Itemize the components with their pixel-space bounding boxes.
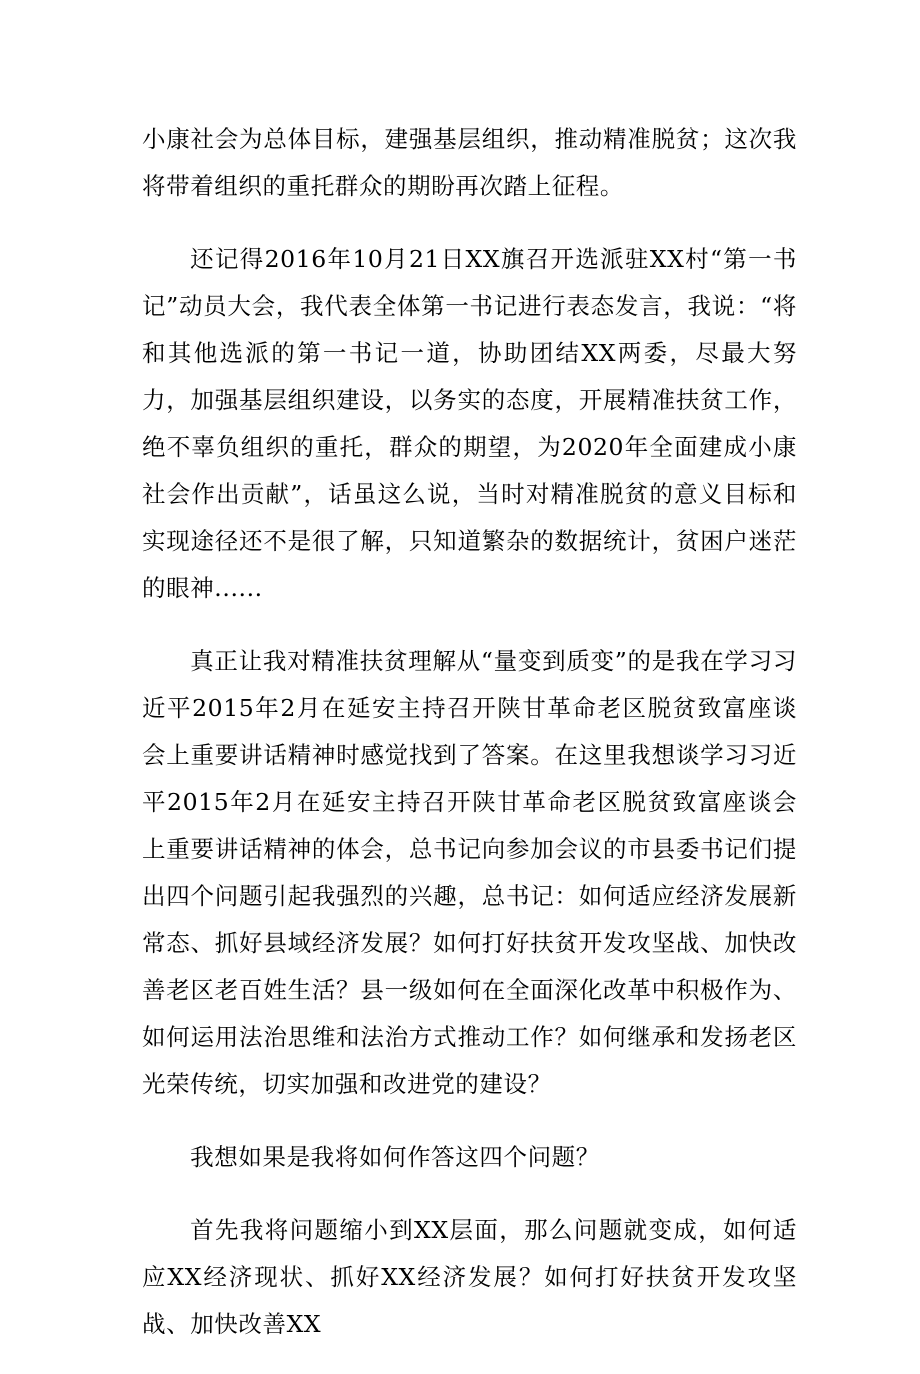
- paragraph-2: 还记得2016年10月21日XX旗召开选派驻XX村“第一书记”动员大会，我代表全体第一书记进行表态发言，我说：“将和其他选派的第一书记一道，协助团结XX两委，尽最大努力，加强基层组织建设，以务实的态度，开展精准扶贫工作，绝不辜负组织的重托，群众的期望，为2020年全面建成小康社会作出贡献”，话虽这么说，当时对精准脱贫的意义目标和实现途径还不是很了解，只知道繁杂的数据统计，贫困户迷茫的眼神......: [142, 245, 797, 602]
- paragraph-3: 真正让我对精准扶贫理解从“量变到质变”的是我在学习习近平2015年2月在延安主持召开陕甘革命老区脱贫致富座谈会上重要讲话精神时感觉找到了答案。在这里我想谈学习习近平2015年2月在延安主持召开陕甘革命老区脱贫致富座谈会上重要讲话精神的体会，总书记向参加会议的市县委书记们提出四个问题引起我强烈的兴趣，总书记：如何适应经济发展新常态、抓好县域经济发展？如何打好扶贫开发攻坚战、加快改善老区老百姓生活？县一级如何在全面深化改革中积极作为、如何运用法治思维和法治方式推动工作？如何继承和发扬老区光荣传统，切实加强和改进党的建设？: [142, 647, 797, 1098]
- document-body: [142, 116, 797, 1374]
- paragraph-1: 小康社会为总体目标，建强基层组织，推动精准脱贫；这次我将带着组织的重托群众的期盼再次踏上征程。: [142, 125, 797, 200]
- paragraph-4: 我想如果是我将如何作答这四个问题？: [190, 1143, 600, 1171]
- paragraph-5: 首先我将问题缩小到XX层面，那么问题就变成，如何适应XX经济现状、抓好XX经济发展？如何打好扶贫开发攻坚战、加快改善XX: [142, 1216, 797, 1338]
